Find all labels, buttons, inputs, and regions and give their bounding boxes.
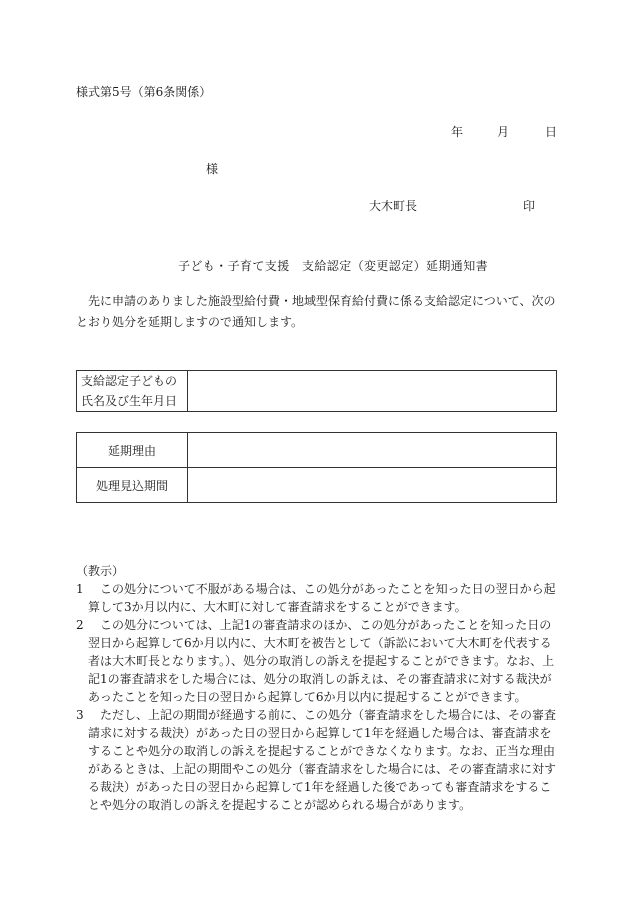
child-info-table	[76, 370, 557, 412]
seal-mark: 印	[523, 199, 536, 213]
list-item	[76, 616, 560, 706]
document-title: 子ども・子育て支援 支給認定（変更認定）延期通知書	[178, 259, 489, 273]
date-day-label: 日	[545, 125, 558, 139]
table-row	[77, 468, 557, 503]
date-month-label: 月	[497, 125, 510, 139]
item-text: この処分については、上記1の審査請求のほか、この処分があったことを知った日の翌日から起算して6か月以内に、大木町を被告として（訴訟において大木町を代表する者は大木町長となります。）、処分の取消しの訴えを提起することができます。なお、上記1の審査請求をした場合には、処分の取消しの訴えは、その審査請求に対する裁決があったことを知った日の翌日から起算して6か月以内に提起することができます。	[88, 618, 555, 704]
item-number: 3	[76, 708, 84, 722]
postponement-reason-value	[188, 433, 557, 468]
table-row	[77, 433, 557, 468]
list-item	[76, 580, 560, 616]
sender-title: 大木町長	[369, 199, 418, 213]
intro-paragraph: 先に申請のありました施設型給付費・地域型保育給付費に係る支給認定について、次のとおり処分を延期しますので通知します。	[76, 294, 556, 329]
child-info-value	[188, 371, 557, 412]
item-number: 2	[76, 618, 84, 632]
appeal-notice	[76, 562, 560, 814]
item-number: 1	[76, 582, 84, 596]
addressee-suffix: 様	[206, 162, 219, 176]
processing-period-label: 処理見込期間	[77, 468, 188, 503]
item-text: この処分について不服がある場合は、この処分があったことを知った日の翌日から起算して3か月以内に、大木町に対して審査請求をすることができます。	[88, 582, 556, 614]
child-info-label-line2: 氏名及び生年月日	[81, 394, 178, 408]
item-text: ただし、上記の期間が経過する前に、この処分（審査請求をした場合には、その審査請求に対する裁決）があった日の翌日から起算して1年を経過した場合は、審査請求をすることや処分の取消しの訴えを提起することができなくなります。なお、正当な理由があるときは、上記の期間やこの処分（審査請求をした場合には、その審査請求に対する裁決）があった日の翌日から起算して1年を経過した後であっても審査請求をすることや処分の取消しの訴えを提起することが認められる場合があります。	[88, 708, 557, 812]
list-item	[76, 706, 560, 814]
form-number: 様式第5号（第6条関係）	[76, 85, 212, 99]
child-info-label-line1: 支給認定子どもの	[81, 374, 178, 388]
table-row	[77, 371, 557, 412]
postponement-reason-label: 延期理由	[77, 433, 188, 468]
postponement-table	[76, 432, 557, 503]
processing-period-value	[188, 468, 557, 503]
child-info-label	[77, 371, 188, 412]
date-year-label: 年	[451, 125, 464, 139]
appeal-notice-heading: （教示）	[76, 564, 125, 578]
